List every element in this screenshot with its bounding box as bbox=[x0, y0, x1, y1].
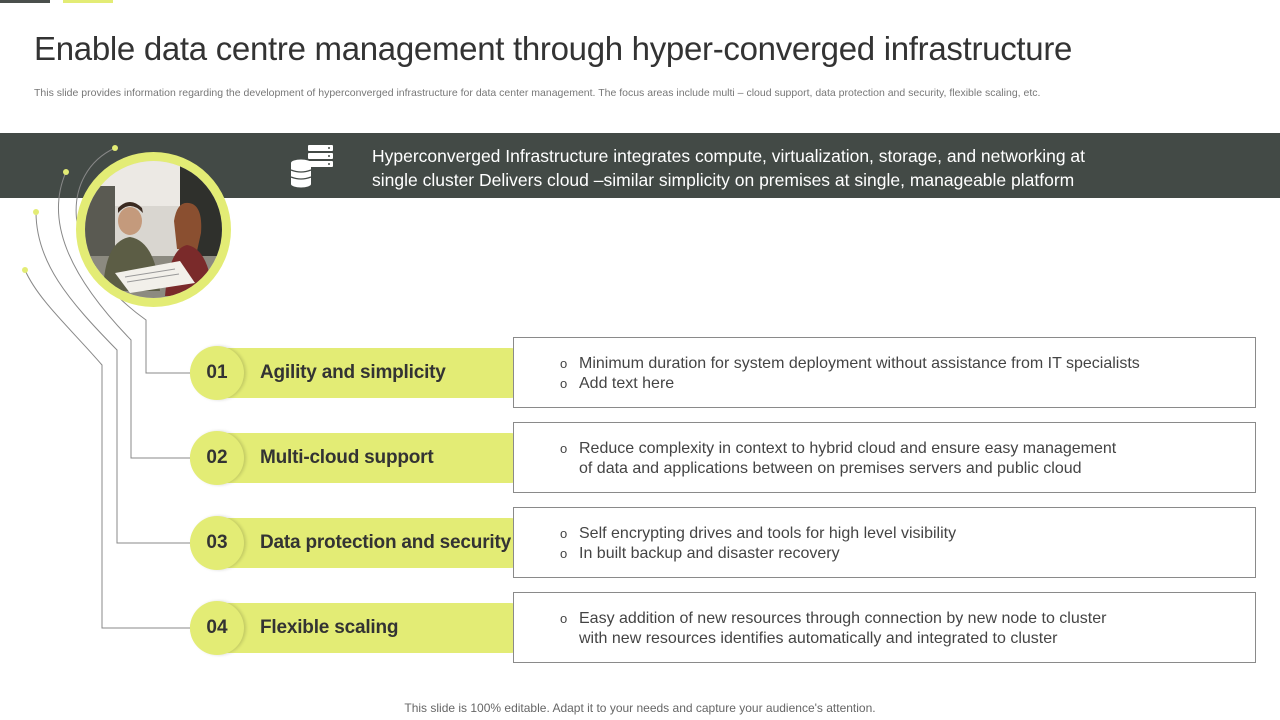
item-2-label: Multi-cloud support bbox=[260, 447, 434, 468]
banner-line-2: single cluster Delivers cloud –similar simplicity on premises at single, manageable platform bbox=[372, 170, 1075, 190]
item-2-description-box bbox=[513, 422, 1256, 493]
item-1-description-box bbox=[513, 337, 1256, 408]
footer-note: This slide is 100% editable. Adapt it to your needs and capture your audience's attention. bbox=[404, 701, 876, 715]
item-2-bullet-1-continued: of data and applications between on premises servers and public cloud bbox=[579, 459, 1082, 477]
item-1-bullet-2: o Add text here bbox=[560, 374, 675, 392]
item-3-number: 03 bbox=[206, 532, 228, 553]
item-2-bullet-1: o Reduce complexity in context to hybrid cloud and ensure easy management bbox=[560, 440, 1117, 457]
bullet-icon: o bbox=[560, 375, 568, 391]
item-4-label: Flexible scaling bbox=[260, 617, 399, 638]
bullet-icon: o bbox=[560, 611, 568, 626]
item-3-label: Data protection and security bbox=[260, 532, 511, 553]
item-1-label: Agility and simplicity bbox=[260, 362, 446, 383]
item-4-bullet-1: o Easy addition of new resources through connection by new node to cluster bbox=[560, 610, 1107, 627]
connector-lines bbox=[0, 0, 560, 680]
bullet-icon: o bbox=[560, 356, 568, 371]
item-3-description-box bbox=[513, 507, 1256, 578]
bullet-icon: o bbox=[560, 441, 568, 456]
page-title: Enable data centre management through hyper-converged infrastructure bbox=[34, 30, 1073, 67]
team-photo bbox=[85, 161, 222, 298]
page-subtitle: This slide provides information regarding the development of hyperconverged infrastructure for data center management. The focus areas include multi – cloud support, data protection and security, flexible scaling, etc. bbox=[34, 87, 1041, 99]
item-4-bullet-1-continued: with new resources identifies automatically and integrated to cluster bbox=[579, 629, 1058, 647]
bullet-icon: o bbox=[560, 526, 568, 541]
item-1-bullet-1: o Minimum duration for system deployment without assistance from IT specialists bbox=[560, 355, 1140, 372]
item-4-description-box bbox=[513, 592, 1256, 663]
item-3-bullet-2: o In built backup and disaster recovery bbox=[560, 544, 840, 562]
item-2-number: 02 bbox=[206, 447, 228, 468]
item-3-bullet-1: o Self encrypting drives and tools for high level visibility bbox=[560, 525, 957, 542]
bullet-icon: o bbox=[560, 545, 568, 561]
banner-line-1: Hyperconverged Infrastructure integrates compute, virtualization, storage, and networking at bbox=[372, 146, 1086, 166]
item-4-number: 04 bbox=[206, 617, 228, 638]
item-1-number: 01 bbox=[206, 362, 228, 383]
